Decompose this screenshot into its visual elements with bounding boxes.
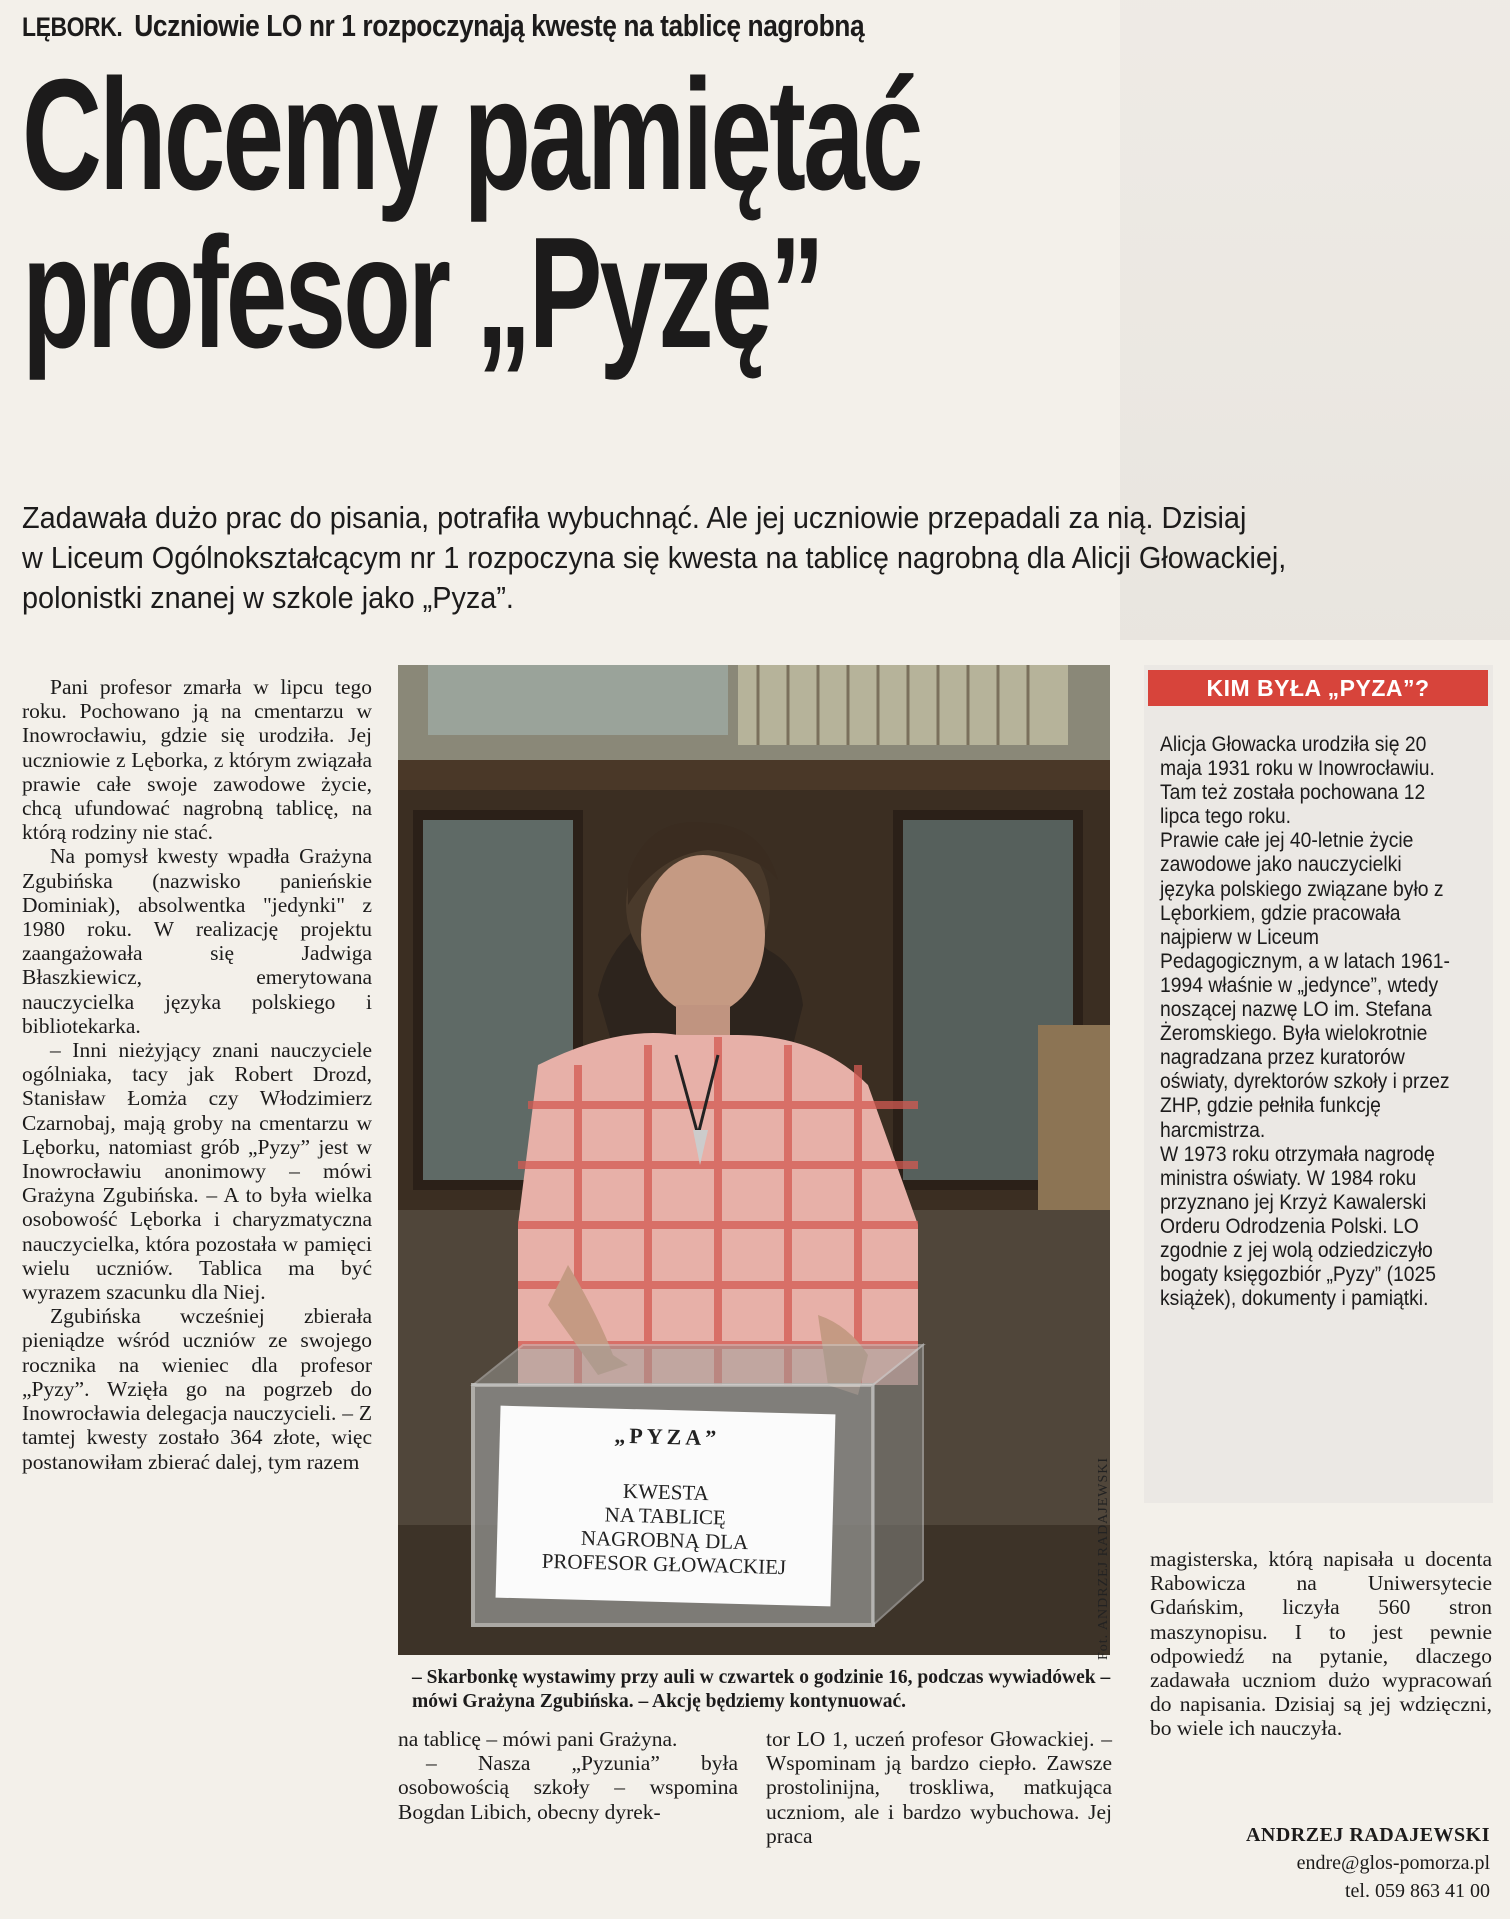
paragraph: – Nasza „Pyzunia” była osobowością szkoły – wspomina Bogdan Libich, obecny dyrek- — [398, 1751, 738, 1824]
kicker-place: LĘBORK. — [22, 12, 123, 42]
article-column-1 — [22, 675, 372, 1474]
sign-line-2: NA TABLICĘ — [604, 1502, 727, 1530]
kicker-text: Uczniowie LO nr 1 rozpoczynają kwestę na tablicę nagrobną — [134, 8, 865, 43]
author-phone: tel. 059 863 41 00 — [1345, 1880, 1490, 1902]
paragraph: Zgubińska wcześniej zbierała pieniądze wśród uczniów ze swojego rocznika na wieniec dla profesor „Pyzy”. Wzięła go na pogrzeb do Inowrocławia delegacja nauczycieli. – Z tamtej kwesty zostało 364 złote, więc postanowiłam zbierać dalej, tym razem — [22, 1304, 372, 1474]
headline-line-1: Chcemy pamiętać — [22, 47, 921, 223]
sign-title: „PYZA” — [614, 1422, 721, 1451]
lead-line-3: polonistki znanej w szkole jako „Pyza”. — [22, 580, 514, 615]
kicker — [22, 8, 983, 52]
paragraph: Na pomysł kwesty wpadła Grażyna Zgubińska (nazwisko panieńskie Dominiak), absolwentka "jedynki" z 1980 roku. W realizację projektu zaangażowała się Jadwiga Błaszkiewicz, emerytowana nauczycielka języka polskiego i bibliotekarka. — [22, 844, 372, 1038]
sidebar-text — [1160, 733, 1454, 1311]
photo-caption: – Skarbonkę wystawimy przy auli w czwartek o godzinie 16, podczas wywiadówek – mówi Grażyna Zgubińska. – Akcję będziemy kontynuować. — [412, 1667, 1111, 1712]
sidebar-header: KIM BYŁA „PYZA”? — [1148, 670, 1488, 706]
headline — [22, 47, 1002, 381]
lead-line-1: Zadawała dużo prac do pisania, potrafiła wybuchnąć. Ale jej uczniowie przepadali za nią. Dzisiaj — [22, 500, 1247, 535]
paragraph: Alicja Głowacka urodziła się 20 maja 1931 roku w Inowrocławiu. Tam też została pochowana 12 lipca tego roku. — [1160, 733, 1435, 829]
author-name: ANDRZEJ RADAJEWSKI — [1245, 1824, 1490, 1846]
sign-line-4: PROFESOR GŁOWACKIEJ — [541, 1548, 787, 1580]
author-email: endre@glos-pomorza.pl — [1296, 1852, 1490, 1874]
paragraph: Pani profesor zmarła w lipcu tego roku. Pochowano ją na cmentarzu w Inowrocławiu, gdzie się urodziła. Jej uczniowie z Lęborka, z którym związała prawie całe swoje zawodowe życie, chcą ufundować nagrobną tablicę, na którą rodziny nie stać. — [22, 675, 372, 845]
article-signature — [1150, 1821, 1490, 1905]
headline-line-2: profesor „Pyzę” — [22, 205, 823, 381]
article-column-3 — [766, 1727, 1112, 1848]
collection-box-sign — [496, 1406, 836, 1607]
paragraph: Prawie całe jej 40-letnie życie zawodowe jako nauczycielki języka polskiego związane było z Lęborkiem, gdzie pracowała najpierw w Liceum Pedagogicznym, a w latach 1961-1994 właśnie w „jedynce”, wtedy noszącej nazwę LO im. Stefana Żeromskiego. Była wielokrotnie nagradzana przez kuratorów oświaty, dyrektorów szkoły i przez ZHP, gdzie pełniła funkcję harcmistrza. — [1160, 829, 1450, 1142]
sign-line-1: KWESTA — [622, 1478, 710, 1506]
paragraph: magisterska, którą napisała u docenta Rabowicza na Uniwersytecie Gdańskim, liczyła 560 stron maszynopisu. I to jest pewnie odpowiedź na pytanie, dlaczego zadawała uczniom dużo wypracowań do napisania. Dzisiaj są jej wdzięczni, bo wiele ich nauczyła. — [1150, 1547, 1492, 1741]
lead-line-2: w Liceum Ogólnokształcącym nr 1 rozpoczyna się kwesta na tablicę nagrobną dla Alicji Głowackiej, — [22, 540, 1287, 575]
paragraph: – Inni nieżyjący znani nauczyciele ogólniaka, tacy jak Robert Drozd, Stanisław Łomża czy Włodzimierz Czarnobaj, mają groby na cmentarzu w Lęborku, natomiast grób „Pyzy” jest w Inowrocławiu anonimowy – mówi Grażyna Zgubińska. – A to była wielka osobowość Lęborka i charyzmatyczna nauczycielka, która pozostała w pamięci wielu uczniów. Tablica ma być wyrazem szacunku dla Niej. — [22, 1038, 372, 1305]
article-column-2 — [398, 1727, 738, 1824]
sign-line-3: NAGROBNĄ DLA — [580, 1525, 749, 1555]
paragraph: tor LO 1, uczeń profesor Głowackiej. – Wspominam ją bardzo ciepło. Zawsze prostolinijna, troskliwa, matkująca uczniom, ale i bardzo wybuchowa. Jej praca — [766, 1727, 1112, 1848]
paragraph: W 1973 roku otrzymała nagrodę ministra oświaty. W 1984 roku przyznano jej Krzyż Kawalerski Orderu Odrodzenia Polski. LO zgodnie z jej wolą odziedziczyło bogaty księgozbiór „Pyzy” (1025 książek), dokumenty i pamiątki. — [1160, 1142, 1436, 1311]
paragraph: na tablicę – mówi pani Grażyna. — [398, 1727, 678, 1751]
lead-paragraph — [22, 498, 1482, 618]
photo-credit: Fot. ANDRZEJ RADAJEWSKI — [1096, 1456, 1111, 1660]
article-column-4 — [1150, 1547, 1492, 1741]
